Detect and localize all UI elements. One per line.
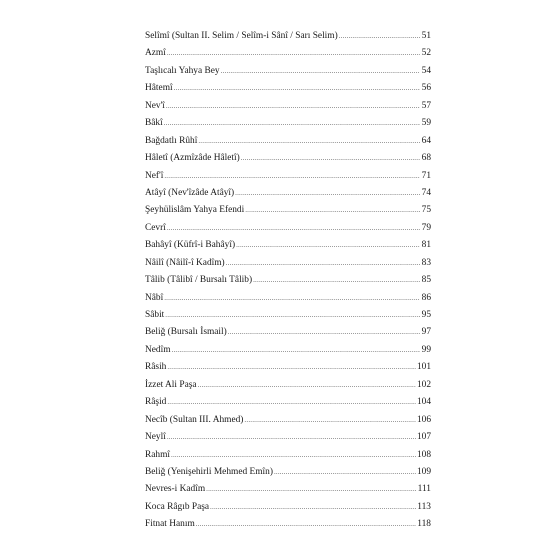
toc-entry-title: Taşlıcalı Yahya Bey <box>145 65 220 76</box>
dot-leader <box>167 394 416 411</box>
dot-leader <box>164 290 420 307</box>
toc-entry <box>145 237 431 254</box>
toc-entry-page-number: 79 <box>421 222 431 233</box>
toc-entry-title: Râsih <box>145 362 167 373</box>
toc-entry-title: Hâletî (Azmîzâde Hâletî) <box>145 153 240 164</box>
toc-entry-title: Selîmî (Sultan II. Selim / Selîm-i Sânî / Sarı Selim) <box>145 31 338 41</box>
toc-entry-page-number: 113 <box>417 501 431 512</box>
dot-leader <box>221 63 420 80</box>
toc-entry <box>145 115 431 132</box>
toc-entry-page-number: 74 <box>421 187 431 198</box>
toc-entry <box>145 429 431 446</box>
toc-entry <box>145 464 431 481</box>
dot-leader <box>196 516 417 533</box>
table-of-contents <box>145 28 431 534</box>
toc-entry <box>145 516 431 533</box>
dot-leader <box>206 481 416 498</box>
toc-entry <box>145 80 431 97</box>
dot-leader <box>244 412 416 429</box>
toc-entry <box>145 63 431 80</box>
toc-entry <box>145 45 431 62</box>
toc-entry <box>145 168 431 185</box>
toc-entry-title: Necîb (Sultan III. Ahmed) <box>145 414 244 425</box>
toc-entry-page-number: 97 <box>421 327 431 338</box>
dot-leader <box>167 359 416 376</box>
toc-entry <box>145 255 431 272</box>
toc-entry-page-number: 104 <box>416 397 431 408</box>
toc-entry-title: Beliğ (Yenişehirli Mehmed Emîn) <box>145 466 273 477</box>
dot-leader <box>174 80 420 97</box>
dot-leader <box>165 307 420 324</box>
toc-entry <box>145 28 431 45</box>
toc-entry-title: Hâtemî <box>145 83 173 94</box>
toc-entry-title: Râşid <box>145 397 167 408</box>
dot-leader <box>198 133 420 150</box>
dot-leader <box>172 342 420 359</box>
toc-entry-page-number: 95 <box>421 310 431 320</box>
toc-entry <box>145 133 431 150</box>
toc-entry-title: Neylî <box>145 432 166 443</box>
toc-entry <box>145 359 431 376</box>
dot-leader <box>167 429 416 446</box>
toc-entry-page-number: 86 <box>421 292 431 303</box>
toc-entry-page-number: 54 <box>421 65 431 76</box>
toc-entry-page-number: 52 <box>421 48 431 59</box>
toc-entry-title: Atâyî (Nev'îzâde Atâyî) <box>145 187 235 198</box>
toc-entry-page-number: 59 <box>421 118 431 129</box>
toc-entry <box>145 324 431 341</box>
dot-leader <box>198 377 416 394</box>
toc-entry-title: Bahâyî (Küfrî-i Bahâyî) <box>145 240 236 251</box>
dot-leader <box>253 272 420 289</box>
toc-entry-title: Nevres-i Kadîm <box>145 484 206 495</box>
toc-entry-title: Sâbit <box>145 310 165 320</box>
toc-entry <box>145 447 431 464</box>
toc-entry-page-number: 106 <box>416 414 431 425</box>
toc-entry-title: Nedîm <box>145 344 171 355</box>
dot-leader <box>167 220 420 237</box>
toc-entry <box>145 377 431 394</box>
toc-entry <box>145 481 431 498</box>
dot-leader <box>167 45 420 62</box>
dot-leader <box>235 185 420 202</box>
toc-entry <box>145 220 431 237</box>
toc-entry <box>145 202 431 219</box>
toc-entry-title: Cevrî <box>145 222 166 233</box>
toc-entry <box>145 412 431 429</box>
toc-entry-page-number: 64 <box>421 135 431 146</box>
dot-leader <box>245 202 420 219</box>
dot-leader <box>166 98 420 115</box>
toc-entry-page-number: 75 <box>421 205 431 216</box>
toc-entry-title: Nâilî (Nâilî-î Kadîm) <box>145 257 225 268</box>
toc-entry <box>145 290 431 307</box>
toc-entry-page-number: 101 <box>416 362 431 373</box>
toc-entry-page-number: 99 <box>421 344 431 355</box>
dot-leader <box>164 115 420 132</box>
toc-entry <box>145 185 431 202</box>
dot-leader <box>339 28 420 45</box>
toc-entry-title: Şeyhülislâm Yahya Efendi <box>145 205 245 216</box>
toc-entry <box>145 394 431 411</box>
toc-entry-title: Nev'î <box>145 100 165 111</box>
toc-entry-title: Nâbî <box>145 292 164 303</box>
toc-entry-title: Beliğ (Bursalı İsmail) <box>145 327 227 338</box>
toc-entry-page-number: 102 <box>416 379 431 390</box>
dot-leader <box>164 168 420 185</box>
toc-entry-title: Rahmî <box>145 449 170 460</box>
toc-entry-page-number: 81 <box>421 240 431 251</box>
toc-entry-page-number: 109 <box>416 466 431 477</box>
toc-entry-page-number: 118 <box>417 519 431 530</box>
toc-entry <box>145 342 431 359</box>
toc-entry <box>145 307 431 324</box>
dot-leader <box>171 447 416 464</box>
toc-entry-title: Bâkî <box>145 118 163 129</box>
toc-entry-page-number: 111 <box>417 484 431 495</box>
dot-leader <box>241 150 420 167</box>
toc-entry-page-number: 108 <box>416 449 431 460</box>
toc-entry-title: Nef'î <box>145 170 164 181</box>
toc-entry-page-number: 83 <box>421 257 431 268</box>
toc-entry <box>145 98 431 115</box>
toc-entry-page-number: 85 <box>421 275 431 286</box>
toc-entry-page-number: 71 <box>421 170 431 181</box>
toc-entry <box>145 150 431 167</box>
toc-entry <box>145 272 431 289</box>
toc-entry-title: Bağdatlı Rûhî <box>145 135 198 146</box>
toc-entry-page-number: 51 <box>421 31 431 41</box>
dot-leader <box>236 237 420 254</box>
toc-entry <box>145 499 431 516</box>
toc-entry-title: Azmî <box>145 48 166 59</box>
toc-entry-title: Koca Râgıb Paşa <box>145 501 210 512</box>
dot-leader <box>226 255 420 272</box>
toc-entry-title: Fitnat Hanım <box>145 519 195 530</box>
dot-leader <box>274 464 416 481</box>
toc-entry-page-number: 57 <box>421 100 431 111</box>
toc-entry-page-number: 107 <box>416 432 431 443</box>
toc-entry-title: Tâlib (Tâlibî / Bursalı Tâlib) <box>145 275 253 286</box>
dot-leader <box>228 324 420 341</box>
toc-entry-title: İzzet Ali Paşa <box>145 379 197 390</box>
dot-leader <box>210 499 416 516</box>
toc-entry-page-number: 68 <box>421 153 431 164</box>
toc-entry-page-number: 56 <box>421 83 431 94</box>
